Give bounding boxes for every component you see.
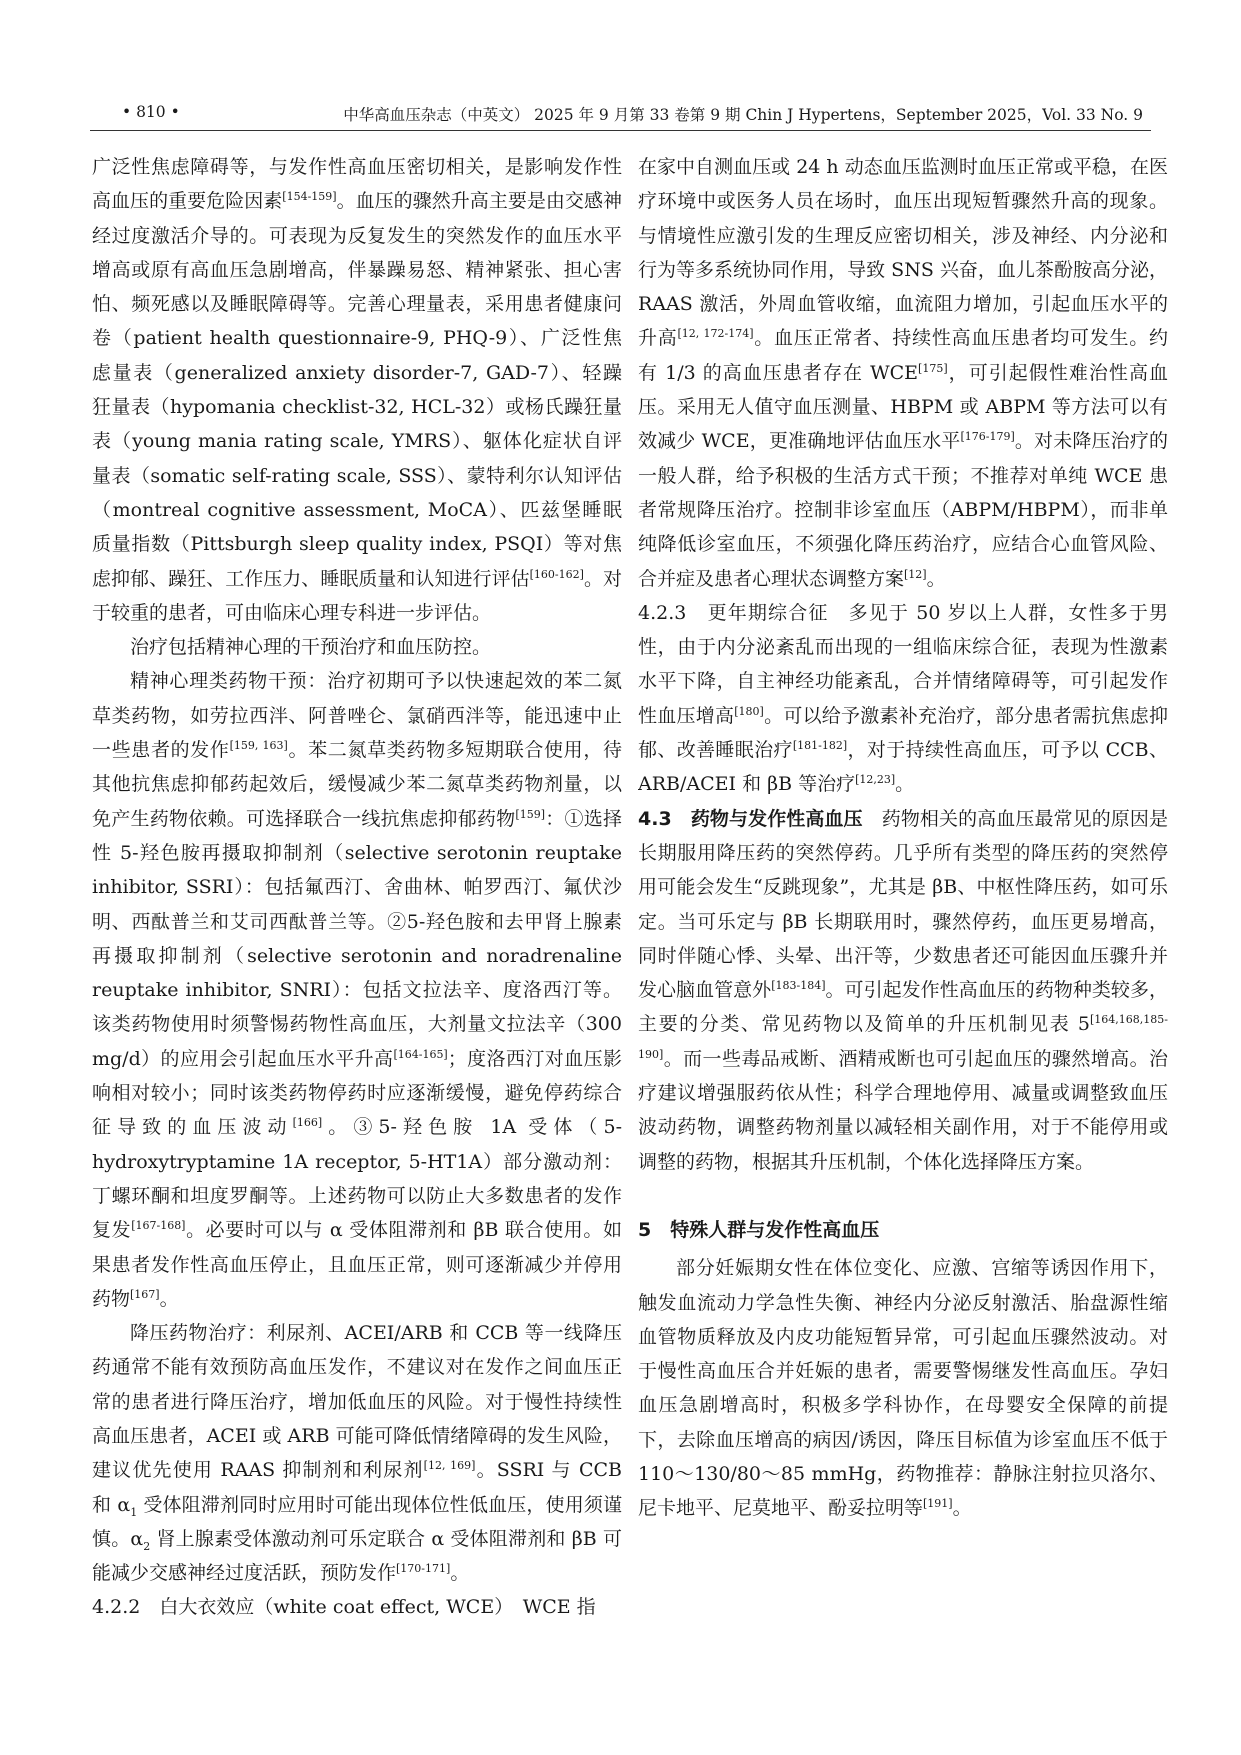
subsection-paragraph [92,1590,622,1624]
subsection-heading: 4.2.2 白大衣效应（white coat effect, WCE） [92,1596,504,1619]
citation: [175] [918,361,948,375]
citation: [164-165] [393,1047,448,1061]
text: WCE 指 [503,1596,596,1619]
text: 在家中自测血压或 24 h 动态血压监测时血压正常或平稳，在医疗环境中或医务人员在场时，血压出现短暂骤然升高的现象。与情境性应激引发的生理反应密切相关，涉及神经、内分泌和行为等多系统协同作用，导致 SNS 兴奋，血儿茶酚胺高分泌，RAAS 激活，外周血管收缩，血流阻力增加，引起血压水平的升高 [638,156,1168,350]
paragraph [92,150,622,630]
text: 。而一些毒品戒断、酒精戒断也可引起血压的骤然增高。治疗建议增强服药依从性；科学合理地停用、减量或调整致血压波动药物，调整药物剂量以减轻相关副作用，对于不能停用或调整的药物，根据其升压机制，个体化选择降压方案。 [638,1047,1168,1173]
citation: [164,168,185-190] [638,1013,1168,1061]
subsection-heading: 4.3 药物与发作性高血压 [638,807,863,830]
paragraph [638,1251,1168,1525]
subsection-heading: 4.2.3 更年期综合征 [638,601,829,624]
citation: [191] [923,1497,953,1511]
citation: [167] [130,1287,160,1301]
citation: [180] [734,704,764,718]
citation: [154-159] [282,190,337,204]
text: ，对于持续性高血压，可予以 CCB、ARB/ACEI 和 βB 等治疗 [638,739,1168,796]
left-column [92,150,622,1730]
citation: [159] [515,807,545,821]
text: 。对未降压治疗的一般人群，给予积极的生活方式干预；不推荐对单纯 WCE 患者常规降压治疗。控制非诊室血压（ABPM/HBPM），而非单纯降低诊室血压，不须强化降压药治疗，应结合心血管风险、合并症及患者心理状态调整方案 [638,430,1168,590]
paragraph [92,664,622,1316]
text: 降压药物治疗：利尿剂、ACEI/ARB 和 CCB 等一线降压药通常不能有效预防高血压发作，不建议对在发作之间血压正常的患者进行降压治疗，增加低血压的风险。对于慢性持续性高血压患者，ACEI 或 ARB 可能可降低情绪障碍的发生风险，建议优先使用 RAAS 抑制剂和利尿剂 [92,1322,622,1482]
citation: [12] [904,567,927,581]
text: 广泛性焦虑障碍等，与发作性高血压密切相关，是影响发作性高血压的重要危险因素 [92,156,622,213]
text: 。③5-羟色胺 1A 受体（5-hydroxytryptamine 1A receptor, 5-HT1A）部分激动剂：丁螺环酮和坦度罗酮等。上述药物可以防止大多数患者的发作复发 [92,1116,622,1242]
journal-running-title: 中华高血压杂志（中英文） 2025 年 9 月第 33 卷第 9 期 Chin J Hypertens，September 2025，Vol. 33 No. 9 [343,106,1143,124]
subsection-paragraph [638,596,1168,802]
right-column [638,150,1168,1730]
citation: [181-182] [792,738,848,752]
text: 。血压正常者、持续性高血压患者均可发生。约有 1/3 的高血压患者存在 WCE [638,327,1168,384]
text: 。可以给予激素补充治疗，部分患者需抗焦虑抑郁、改善睡眠治疗 [638,704,1168,762]
text: 。SSRI 与 CCB 和 α [92,1459,622,1516]
citation: [167-168] [131,1219,186,1233]
text: ，可引起假性难治性高血压。采用无人值守血压测量、HBPM 或 ABPM 等方法可以有效减少 WCE，更准确地评估血压水平 [638,361,1168,453]
citation: [166] [292,1116,323,1130]
text: 。可引起发作性高血压的药物种类较多，主要的分类、常见药物以及简单的升压机制见表 5 [638,979,1168,1036]
text: 。必要时可以与 α 受体阻滞剂和 βB 联合使用。如果患者发作性高血压停止，且血压正常，则可逐渐减少并停用药物 [92,1219,622,1310]
text: 。 [895,773,915,796]
text: 肾上腺素受体激动剂可乐定联合 α 受体阻滞剂和 βB 可能减少交感神经过度活跃，预防发作 [92,1527,622,1585]
section-heading: 5 特殊人群与发作性高血压 [638,1218,880,1241]
citation: [176-179] [960,430,1015,444]
citation: [12, 169] [423,1459,476,1473]
citation: [12,23] [855,773,896,787]
text: 精神心理类药物干预：治疗初期可予以快速起效的苯二氮草类药物，如劳拉西泮、阿普唑仑、氯硝西泮等，能迅速中止一些患者的发作 [92,670,622,762]
citation: [183-184] [771,978,826,992]
text: 。 [159,1287,179,1310]
text: 。 [450,1562,470,1585]
paragraph [638,150,1168,596]
text: 多见于 50 岁以上人群，女性多于男性，由于内分泌紊乱而出现的一组临床综合征，表现为性激素水平下降，自主神经功能紊乱，合并情绪障碍等，可引起发作性血压增高 [638,601,1168,727]
subscript: 2 [143,1539,151,1553]
page-number: • 810 • [122,103,180,121]
header-rule [90,130,1151,131]
text: 。 [926,567,946,590]
paragraph [92,1316,622,1590]
text: 。血压的骤然升高主要是由交感神经过度激活介导的。可表现为反复发生的突然发作的血压水平增高或原有高血压急剧增高，伴暴躁易怒、精神紧张、担心害怕、频死感以及睡眠障碍等。完善心理量表，采用患者健康问卷（patient health questionnaire-9, PHQ-9）、广泛性焦虑量表（generalized anxiety disorder-7, GAD-7）、轻躁狂量表（hypomania checklist-32, HCL-32）或杨氏躁狂量表（young mania rating scale, YMRS）、躯体化症状自评量表（somatic self-rating scale, SSS）、蒙特利尔认知评估（montreal cognitive assessment, MoCA）、匹兹堡睡眠质量指数（Pittsburgh sleep quality index, PSQI）等对焦虑抑郁、躁狂、工作压力、睡眠质量和认知进行评估 [92,190,622,590]
text: 。 [952,1497,972,1520]
citation: [160-162] [529,567,584,581]
text: 部分妊娠期女性在体位变化、应激、宫缩等诱因作用下，触发血流动力学急性失衡、神经内分泌反射激活、胎盘源性缩血管物质释放及内皮功能短暂异常，可引起血压骤然波动。对于慢性高血压合并妊娠的患者，需要警惕继发性高血压。孕妇血压急剧增高时，积极多学科协作，在母婴安全保障的前提下，去除血压增高的病因/诱因，降压目标值为诊室血压不低于 110～130/80～85 mmHg，药物推荐：静脉注射拉贝洛尔、尼卡地平、尼莫地平、酚妥拉明等 [638,1257,1168,1520]
text: ；度洛西汀对血压影响相对较小；同时该类药物停药时应逐渐缓慢，避免停药综合征导致的血压波动 [92,1047,622,1139]
text: 。对于较重的患者，可由临床心理专科进一步评估。 [92,567,622,624]
paragraph: 治疗包括精神心理的干预治疗和血压防控。 [130,636,492,659]
citation: [170-171] [396,1562,451,1576]
running-header [90,97,1151,127]
text: 药物相关的高血压最常见的原因是长期服用降压药的突然停药。几乎所有类型的降压药的突然停用可能会发生“反跳现象”，尤其是 βB、中枢性降压药，如可乐定。当可乐定与 βB 长期联用时，骤然停药，血压更易增高，同时伴随心悸、头晕、出汗等，少数患者还可能因血压骤升并发心脑血管意外 [638,807,1168,1002]
text: 。苯二氮草类药物多短期联合使用，待其他抗焦虑抑郁药起效后，缓慢减少苯二氮草类药物剂量，以免产生药物依赖。可选择联合一线抗焦虑抑郁药物 [92,739,622,830]
citation: [12, 172-174] [677,327,754,341]
subsection-paragraph [638,802,1168,1179]
subscript: 1 [130,1505,138,1519]
text: ：①选择性 5-羟色胺再摄取抑制剂（selective serotonin reuptake inhibitor, SSRI）：包括氟西汀、舍曲林、帕罗西汀、氟伏沙明、西酞普兰和艾司西酞普兰等。②5-羟色胺和去甲肾上腺素再摄取抑制剂（selective serotonin and noradrenaline reuptake inhibitor, SNRI）：包括文拉法辛、度洛西汀等。该类药物使用时须警惕药物性高血压，大剂量文拉法辛（300 mg/d）的应用会引起血压水平升高 [92,807,622,1070]
citation: [159, 163] [229,738,288,752]
text: 受体阻滞剂同时应用时可能出现体位性低血压，使用须谨慎。α [92,1493,622,1550]
